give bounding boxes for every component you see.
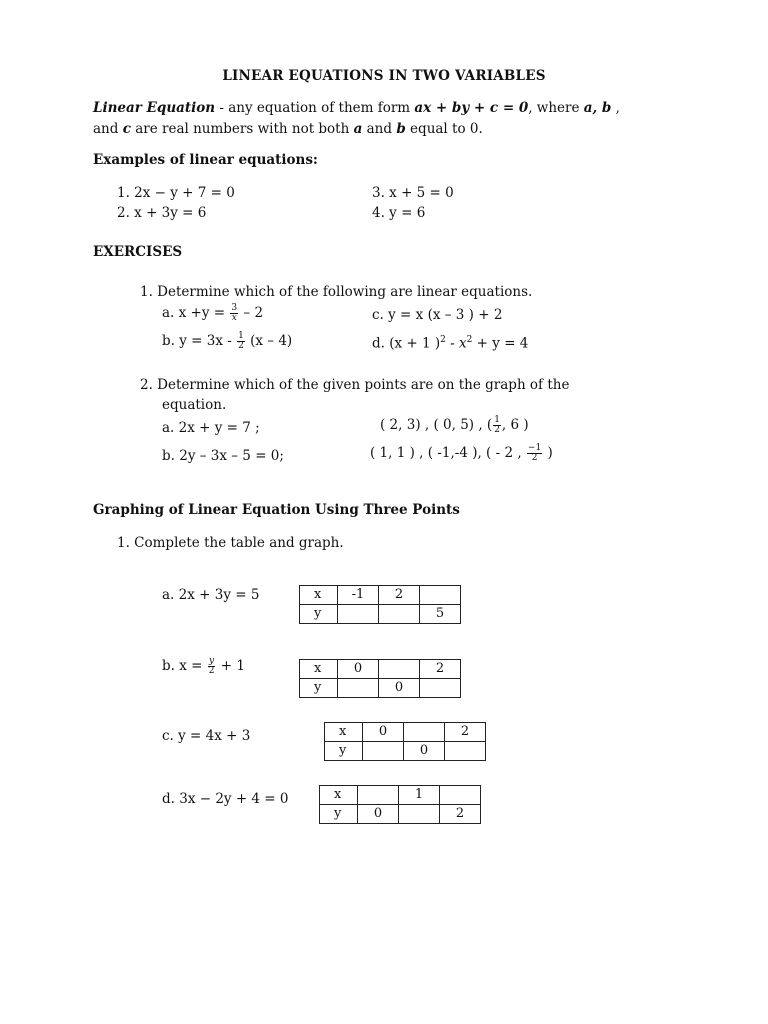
- table-row-y: [300, 605, 461, 624]
- exercise-2a-points: [380, 416, 529, 435]
- fraction-numerator: y: [209, 656, 215, 666]
- definition-line-2: [93, 121, 483, 137]
- definition-vars: a, b: [583, 100, 612, 116]
- var-c: c: [122, 121, 131, 137]
- table-cell: 5: [420, 605, 461, 624]
- graphing-heading: Graphing of Linear Equation Using Three Points: [93, 502, 460, 518]
- fraction-denominator: 2: [531, 453, 538, 463]
- table-cell: [420, 586, 461, 605]
- table-cell: [379, 660, 420, 679]
- table-cell: [404, 723, 445, 742]
- table-a: [299, 585, 461, 624]
- table-cell: [440, 786, 481, 805]
- fraction-denominator: 2: [208, 666, 215, 676]
- table-cell: x: [325, 723, 363, 742]
- graphing-instruction: 1. Complete the table and graph.: [117, 535, 344, 551]
- equation-text: + y = 4: [472, 335, 529, 352]
- table-d: [319, 785, 481, 824]
- fraction: [230, 304, 238, 323]
- table-cell: [445, 742, 486, 761]
- table-cell: [358, 786, 399, 805]
- equation-text: + 1: [216, 658, 245, 674]
- table-cell: y: [320, 805, 358, 824]
- equation-text: (x – 4): [245, 333, 293, 349]
- table-cell: [399, 805, 440, 824]
- table-cell: 0: [358, 805, 399, 824]
- example-item: 3. x + 5 = 0: [372, 185, 454, 201]
- definition-text: are real numbers with not both: [130, 121, 354, 137]
- definition-text: and: [362, 121, 397, 137]
- table-cell: [420, 679, 461, 698]
- table-cell: [363, 742, 404, 761]
- exercise-1c: c. y = x (x – 3 ) + 2: [372, 307, 503, 323]
- graph-item-d-label: d. 3x − 2y + 4 = 0: [162, 791, 289, 807]
- table-cell: x: [300, 586, 338, 605]
- points-text: , 6 ): [501, 417, 529, 433]
- table-cell: 1: [399, 786, 440, 805]
- definition-text: - any equation of them form: [215, 100, 415, 116]
- graph-item-a-label: a. 2x + 3y = 5: [162, 587, 260, 603]
- example-item: 2. x + 3y = 6: [117, 205, 207, 221]
- table-cell: x: [300, 660, 338, 679]
- fraction-numerator: −1: [527, 443, 542, 453]
- table-row-x: [320, 786, 481, 805]
- fraction-numerator: 1: [238, 331, 244, 341]
- equation-text: b. x =: [162, 658, 207, 674]
- table-cell: y: [300, 679, 338, 698]
- table-cell: 2: [420, 660, 461, 679]
- table-cell: 0: [379, 679, 420, 698]
- fraction-denominator: 2: [238, 341, 244, 351]
- exercise-2a-equation: a. 2x + y = 7 ;: [162, 420, 260, 436]
- fraction-denominator: x: [231, 313, 237, 323]
- exercises-heading: EXERCISES: [93, 244, 183, 260]
- table-row-x: [300, 586, 461, 605]
- example-item: 4. y = 6: [372, 205, 426, 221]
- exercise-1-prompt: 1. Determine which of the following are linear equations.: [140, 284, 533, 300]
- table-row-y: [320, 805, 481, 824]
- table-row-y: [325, 742, 486, 761]
- exercise-2-prompt: 2. Determine which of the given points are on the graph of the: [140, 377, 570, 393]
- graph-item-b-label: [162, 657, 245, 676]
- table-cell: [338, 605, 379, 624]
- table-cell: 0: [363, 723, 404, 742]
- table-cell: 0: [404, 742, 445, 761]
- exercise-2b-equation: b. 2y – 3x – 5 = 0;: [162, 448, 284, 464]
- example-item: 1. 2x − y + 7 = 0: [117, 185, 235, 201]
- table-cell: -1: [338, 586, 379, 605]
- table-cell: [338, 679, 379, 698]
- exercise-1b: [162, 332, 292, 351]
- equation-text: b. y = 3x -: [162, 333, 237, 349]
- definition-text: and: [93, 121, 123, 137]
- points-text: ): [543, 445, 553, 461]
- equation-text: d. (x + 1 ): [372, 335, 441, 352]
- table-cell: 0: [338, 660, 379, 679]
- exercise-1d: [372, 335, 528, 352]
- definition-line-1: [93, 100, 620, 116]
- equation-text: - x: [445, 335, 467, 352]
- exercise-2-prompt-cont: equation.: [162, 397, 227, 413]
- page-title: LINEAR EQUATIONS IN TWO VARIABLES: [222, 68, 546, 84]
- fraction: [208, 657, 216, 676]
- fraction-denominator: 2: [494, 425, 500, 435]
- table-b: [299, 659, 461, 698]
- general-form: ax + by + c = 0: [414, 100, 529, 116]
- fraction-numerator: 1: [494, 415, 500, 425]
- definition-text: equal to 0.: [405, 121, 483, 137]
- equation-text: a. x +y =: [162, 305, 230, 321]
- table-c: [324, 722, 486, 761]
- table-cell: 2: [445, 723, 486, 742]
- fraction-numerator: 3: [231, 303, 238, 313]
- var-a: a: [353, 121, 363, 137]
- exercise-2b-points: [370, 444, 553, 463]
- table-cell: 2: [379, 586, 420, 605]
- exponent: 2: [466, 335, 473, 345]
- fraction: [493, 416, 501, 435]
- table-row-x: [300, 660, 461, 679]
- graph-item-c-label: c. y = 4x + 3: [162, 728, 251, 744]
- table-row-y: [300, 679, 461, 698]
- table-cell: y: [300, 605, 338, 624]
- points-text: ( 2, 3) , ( 0, 5) , (: [380, 417, 493, 433]
- table-cell: [379, 605, 420, 624]
- definition-term: Linear Equation: [93, 100, 216, 116]
- fraction: [237, 332, 245, 351]
- definition-text: , where: [528, 100, 584, 116]
- table-cell: y: [325, 742, 363, 761]
- equation-text: – 2: [239, 305, 264, 321]
- table-cell: x: [320, 786, 358, 805]
- definition-text: ,: [611, 100, 620, 116]
- examples-heading: Examples of linear equations:: [93, 152, 318, 168]
- table-cell: 2: [440, 805, 481, 824]
- exercise-1a: [162, 304, 263, 323]
- fraction: [527, 444, 542, 463]
- table-row-x: [325, 723, 486, 742]
- exponent: 2: [440, 335, 446, 345]
- var-b: b: [396, 121, 406, 137]
- points-text: ( 1, 1 ) , ( -1,-4 ), ( - 2 ,: [370, 445, 526, 461]
